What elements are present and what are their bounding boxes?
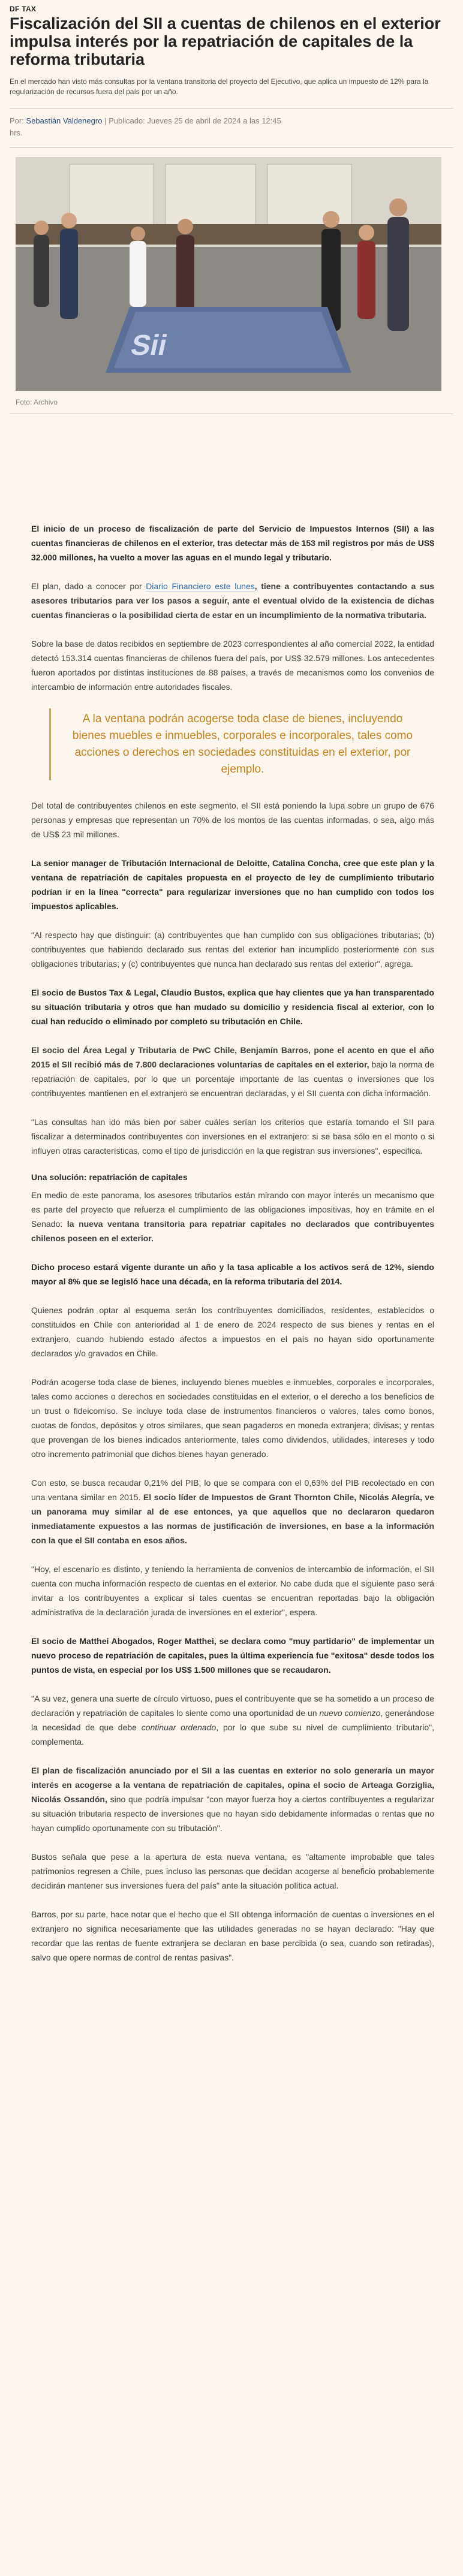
paragraph: Bustos señala que pese a la apertura de esta nueva ventana, es "altamente improbable que tales patrimonios regresen a Chile, pues incluso las personas que decidan acogerse al beneficio probablemente decidirán mantener sus inversiones fuera del país" ante la situación política actual. [31,1852,434,1890]
paragraph: "Hoy, el escenario es distinto, y teniendo la herramienta de convenios de intercambio de información, el SII cuenta con mucha información respecto de cuentas en el exterior. No cabe duda que el siguiente paso será invitar a los contribuyentes a explicar si tales cuentas se encuentran reportadas bajo la obligación administrativa de la declaración jurada de inversiones en el exterior", espera. [31,1564,434,1617]
paragraph: El plan, dado a conocer por Diario Financiero este lunes, tiene a contribuyentes contactando a sus asesores tributarios para ver los pasos a seguir, ante el eventual olvido de la existencia de dichas cuentas financieras o la posibilidad cierta de estar en un incumplimiento de la normativa tributaria. [31,581,434,620]
paragraph: El socio de Matthei Abogados, Roger Matthei, se declara como "muy partidario" de implementar un nuevo proceso de repatriación de capitales, pues la última experiencia fue "exitosa" desde todos los puntos de vista, en especial por los US$ 1.500 millones que se recaudaron. [31,1636,434,1675]
paragraph: "A su vez, genera una suerte de círculo virtuoso, pues el contribuyente que se ha sometido a un proceso de declaración y repatriación de capitales lo siente como una oportunidad de un nuevo comienzo, generándose la necesidad de que debe continuar ordenado, por lo que sube su nivel de cumplimiento tributario", complementa. [31,1694,434,1747]
section-tag[interactable]: DF TAX [10,5,37,13]
publish-date: Publicado: Jueves 25 de abril de 2024 a las 12:45 hrs. [10,116,281,137]
paragraph: "Al respecto hay que distinguir: (a) contribuyentes que han cumplido con sus obligaciones tributarias; (b) contribuyentes que habiendo declarado sus rentas del exterior han incumplido posteriormente con sus obligaciones tributarias; y (c) contribuyentes que nunca han declarado sus rentas del exterior", agrega. [31,930,434,969]
paragraph: Sobre la base de datos recibidos en septiembre de 2023 correspondientes al año comercial 2022, la entidad detectó 153.314 cuentas financieras de chilenos fuera del país, por US$ 32.579 millones. Los antecedentes fueron aportados por distintas instituciones de 88 países, a través de mecanismos como los convenios de intercambio de información entre autoridades fiscales. [31,639,434,692]
paragraph: "Las consultas han ido más bien por saber cuáles serían los criterios que estaría tomando el SII para fiscalizar a determinados contribuyentes con inversiones en el extranjero: si se basa sólo en el monto o si influyen otras características, como el tipo de jurisdicción en la que registran sus inversiones", especifica. [31,1117,434,1156]
paragraph: Del total de contribuyentes chilenos en este segmento, el SII está poniendo la lupa sobre un grupo de 676 personas y empresas que representan un 70% de los montos de las cuentas informadas, o sea, algo más de US$ 23 mil millones. [31,801,434,839]
divider [10,147,453,148]
paragraph: El inicio de un proceso de fiscalización de parte del Servicio de Impuestos Internos (SII) a las cuentas financieras de chilenos en el exterior, tras detectar más de 153 mil registros por más de US$ 32.000 millones, ha vuelto a mover las aguas en el mundo legal y tributario. [31,524,434,562]
paragraph: Quienes podrán optar al esquema serán los contribuyentes domiciliados, residentes, establecidos o constituidos en Chile con anterioridad al 1 de enero de 2024 respecto de sus bienes y rentas en el extranjero, cuando hubiendo estado afectos a impuestos en el país no hayan sido oportunamente declarados y/o gravados en Chile. [31,1305,434,1358]
article-photo [16,157,441,391]
standfirst: En el mercado han visto más consultas por la ventana transitoria del proyecto del Ejecutivo, que aplica un impuesto de 12% para la regularización de recursos fuera del país por un año. [10,77,429,96]
byline [10,115,291,139]
article-body [31,521,434,1979]
paragraph: El socio del Área Legal y Tributaria de PwC Chile, Benjamín Barros, pone el acento en que el año 2015 el SII recibió más de 7.800 declaraciones voluntarias de capitales en el exterior, bajo la norma de repatriación de capitales, por lo que un porcentaje importante de las cuentas o inversiones que los contribuyentes mantienen en el extranjero se encuentran declaradas, y el SII cuenta con dicha información. [31,1045,435,1098]
photo-caption: Foto: Archivo [16,398,58,406]
paragraph: En medio de este panorama, los asesores tributarios están mirando con mayor interés un mecanismo que es parte del proyecto que refuerza el cumplimiento de las obligaciones impositivas, hoy en trámite en el Senado: la nueva ventana transitoria para repatriar capitales no declarados que contribuyentes chilenos poseen en el exterior. [31,1190,434,1243]
headline: Fiscalización del SII a cuentas de chilenos en el exterior impulsa interés por la repatriación de capitales de la reforma tributaria [10,14,441,68]
paragraph: Con esto, se busca recaudar 0,21% del PIB, lo que se compara con el 0,63% del PIB recolectado en con una ventana similar en 2015. El socio líder de Impuestos de Grant Thornton Chile, Nicolás Alegría, ve un panorama muy similar al de ese entonces, ya que aquellos que no declararon quedaron inmediatamente expuestos a las normas de justificación de inversiones, en base a la información con la que el SII contaba en esos años. [31,1478,434,1545]
paragraph: Barros, por su parte, hace notar que el hecho que el SII obtenga información de cuentas o inversiones en el extranjero no significa necesariamente que las utilidades generadas no se hayan declarado: "Hay que recordar que las rentas de fuente extranjera se declaran en base percibida (o sea, cuando son retiradas), salvo que opere normas de control de rentas pasivas". [31,1910,434,1962]
sii-office-illustration [16,157,441,391]
byline-separator: | [104,116,107,125]
inline-link[interactable]: Diario Financiero este lunes [146,581,255,591]
paragraph: La senior manager de Tributación Internacional de Deloitte, Catalina Concha, cree que este plan y la ventana de repatriación de capitales propuesta en el proyecto de ley de cumplimiento tributario podrían ir en la línea "correcta" para regularizar inversiones que no han cumplido con todos los impuestos aplicables. [31,858,434,911]
author-link[interactable]: Sebastián Valdenegro [26,116,103,125]
subheading: Una solución: repatriación de capitales [31,1172,188,1182]
paragraph: Dicho proceso estará vigente durante un año y la tasa aplicable a los activos será de 12%, siendo mayor al 8% que se legisló hace una década, en la reforma tributaria del 2014. [31,1262,434,1286]
byline-label: Por: [10,116,24,125]
svg-text:Sii: Sii [128,329,170,361]
paragraph: El socio de Bustos Tax & Legal, Claudio Bustos, explica que hay clientes que ya han transparentado su situación tributaria y otros que han mudado su domicilio y residencia fiscal al exterior, con lo cual han reducido o eliminado por completo su tributación en Chile. [31,988,434,1026]
paragraph: Podrán acogerse toda clase de bienes, incluyendo bienes muebles e inmuebles, corporales e incorporales, tales como acciones o derechos en sociedades constituidas en el exterior, o el derecho a los beneficios de un trust o fideicomiso. Se incluye toda clase de instrumentos financieros o valores, tales como bonos, cuotas de fondos, depósitos y otros similares, que sean pagaderos en moneda extranjera; divisas; y rentas que provengan de los bienes indicados anteriormente, tales como dividendos, utilidades, intereses y todo otro incremento patrimonial que dichos bienes hayan generado. [31,1377,434,1459]
paragraph: El plan de fiscalización anunciado por el SII a las cuentas en exterior no solo generaría un mayor interés en acogerse a la ventana de repatriación de capitales, opina el socio de Arteaga Gorziglia, Nicolás Ossandón, sino que podría impulsar "con mayor fuerza hoy a ciertos contribuyentes a regularizar su situación tributaria respecto de inversiones que no hayan sido debidamente informadas o rentas que no hayan cumplido oportunamente con su tributación". [31,1766,434,1833]
pull-quote: A la ventana podrán acogerse toda clase de bienes, incluyendo bienes muebles e inmuebles, corporales e incorporales, tales como acciones o derechos en sociedades constituidas en el exterior, por ejemplo. [49,708,434,780]
